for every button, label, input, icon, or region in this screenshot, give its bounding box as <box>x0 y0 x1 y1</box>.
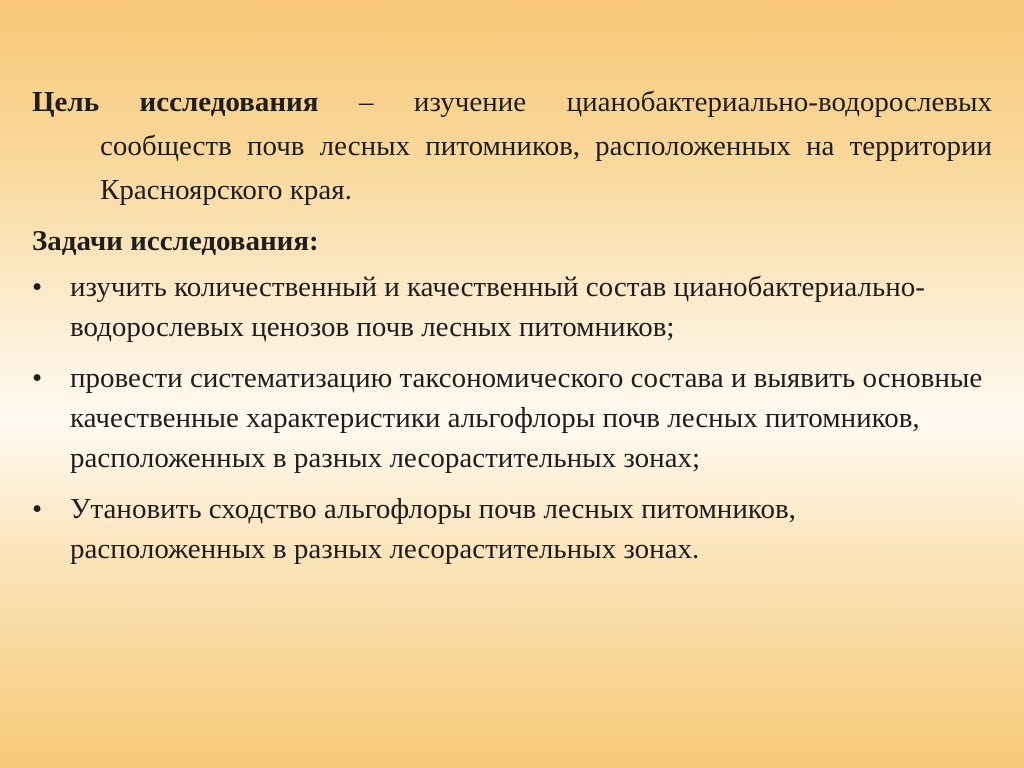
task-item <box>32 267 992 347</box>
research-goal-paragraph <box>32 80 992 212</box>
task-item <box>32 489 992 569</box>
task-item-text: Утановить сходство альгофлоры почв лесных питомников, расположенных в разных лесорастительных зонах. <box>70 493 796 565</box>
research-tasks-list <box>32 267 992 569</box>
bullet-icon: • <box>32 271 43 303</box>
bullet-icon: • <box>32 493 43 525</box>
task-item-text: изучить количественный и качественный состав цианобактериально-водорослевых ценозов почв лесных питомников; <box>70 271 925 343</box>
research-tasks-heading: Задачи исследования: <box>32 225 319 257</box>
slide-content <box>32 80 992 580</box>
task-item-text: провести систематизацию таксономического состава и выявить основные качественные характеристики альгофлоры почв лесных питомников, расположенных в разных лесорастительных зонах; <box>70 362 983 474</box>
bullet-icon: • <box>32 362 43 394</box>
task-item <box>32 358 992 478</box>
research-goal-label: Цель исследования <box>32 86 319 118</box>
research-goal-text: – изучение цианобактериально-водорослевых сообществ почв лесных питомников, расположенных на территории Красноярского края. <box>100 86 992 206</box>
